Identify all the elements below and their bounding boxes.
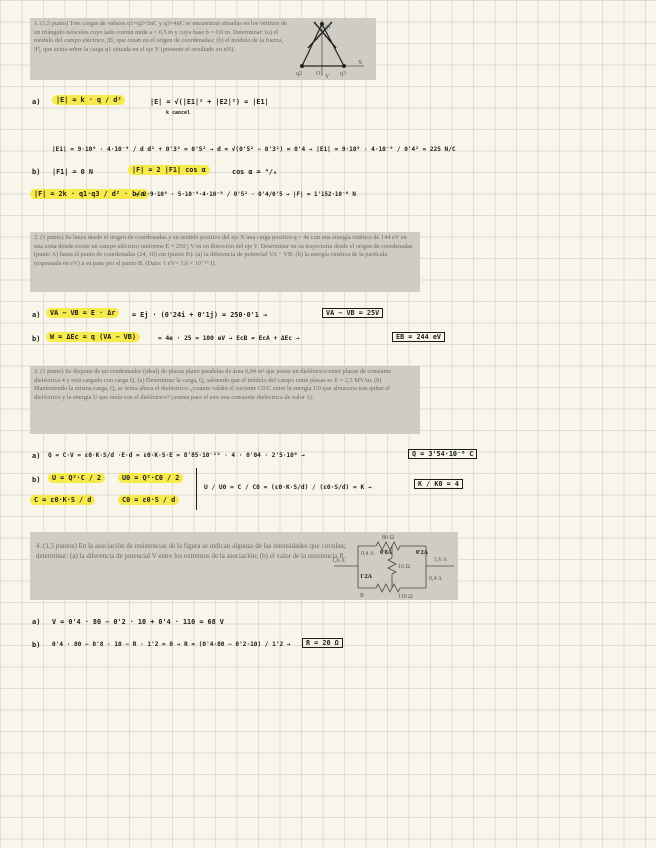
answer-1b-result: = 2·9·10⁹ · 5·10⁻⁹·4·10⁻⁹ / 0'5² · 0'4/0'5 → |F| = 1'152·10⁻⁶ N <box>136 192 356 198</box>
answer-2a-label: a) <box>32 311 41 319</box>
answer-3a-result: Q = 3'54·10⁻⁶ C <box>408 450 477 458</box>
question-2-box <box>30 232 420 292</box>
question-1-text: 1. (1,5 punto) Tres cargas de valores q1=q2=5nC y q3=4nC se encuentran situadas en los vértices de un triángulo isósceles cuyo lado común mide a = 0,5 m y cuya base b = 0,6 m. Determinar: (a) el módulo del campo eléctrico, |E|, que crean en el origen de coordenadas; (b) el módulo de la fuerza, |F|, que actúa sobre la carga q1 situada en el eje Y (presente el resultado en nN). <box>34 20 287 53</box>
answer-4a-calc: V = 0'4 · 80 − 0'2 · 10 + 0'4 · 110 = 68 V <box>52 618 224 626</box>
answer-1a-note: k cancel <box>166 110 191 116</box>
answer-4a-label: a) <box>32 618 41 626</box>
answer-2a-formula: VA − VB = E · Δr <box>46 309 119 317</box>
answer-3b-result: K / K0 = 4 <box>414 480 463 488</box>
triangle-charges-figure <box>292 18 372 80</box>
answer-1a-result: |E1| = 9·10⁹ · 4·10⁻⁹ / d d² + 0'3² = 0'5² → d = √(0'5² − 0'3²) = 0'4 → |E1| = 9·10⁹ · 4·10⁻⁹ / 0'4² = 225 N/C <box>52 146 456 153</box>
fig4-r10: 10 Ω <box>398 564 410 570</box>
fig1-label-x: X <box>358 60 363 66</box>
answer-4b-calc: 0'4 · 80 − 0'8 · 10 − R · 1'2 = 0 → R = (0'4·80 − 0'2·10) / 1'2 → <box>52 641 291 648</box>
fig4-hw-02: 0'2A <box>416 550 428 556</box>
answer-3b-ratio: U / U0 = C / C0 = (ε0·K·S/d) / (ε0·S/d) = K → <box>204 484 372 491</box>
resistor-circuit-figure <box>330 532 458 600</box>
fig4-r80: 80 Ω <box>382 535 394 541</box>
answer-2b-result: EB = 244 eV <box>392 333 445 341</box>
answer-2b-calc: = 4e · 25 = 100 eV → EcB = EcA + ΔEc → <box>158 335 300 342</box>
answer-3b-u: U = Q²·C / 2 <box>48 474 105 482</box>
question-3-text: 3. (1 punto) Se dispone de un condensador (ideal) de placas plano paralelas de área 0,04 m² que posee un dieléctrico entre placas de constante dieléctrica 4 y está cargado con carga Q. (a) Determinar la carga, Q, sabiendo que el módulo del campo entre placas es E = 2,5 MV/m. (b) Manteniendo la misma carga, Q, se retira ahora el dieléctrico: ¿cuánto valdrá el cociente C0/C entre la energía U0 que almacena tras quitar el dieléctrico y la energía U que tenía con el dieléctrico? (asuma para el aire una constante dieléctrica de valor 1). <box>34 368 392 401</box>
fig1-label-q1: q1 <box>325 24 331 30</box>
answer-3b-c: C = ε0·K·S / d <box>30 496 95 504</box>
answer-3b-c0: C0 = ε0·S / d <box>118 496 179 504</box>
answer-1b-hl: |F| = 2k · q1·q3 / d² · b/a <box>30 190 149 198</box>
answer-4b-result: R = 20 Ω <box>302 639 343 647</box>
fig1-label-origin: O <box>316 71 321 77</box>
fig4-r: R <box>360 593 365 599</box>
answer-4b-label: b) <box>32 641 41 649</box>
question-3-box <box>30 366 420 434</box>
fig4-hw-12: 1'2A <box>360 574 372 580</box>
fig4-i-right: 0,4 A <box>429 576 443 582</box>
answer-2b-label: b) <box>32 335 41 343</box>
answer-3b-divider <box>196 468 197 510</box>
answer-3a-label: a) <box>32 452 41 460</box>
fig4-i-top: 0,4 A <box>361 551 375 557</box>
answer-1a-formula: |E| = k · q / d² <box>52 96 125 104</box>
answer-2a-result: VA − VB = 25V <box>322 309 383 317</box>
answer-1a-sum: |E| = √(|E1|² + |E2|²) = |E1| <box>150 98 269 106</box>
answer-1b-label: b) <box>32 168 41 176</box>
fig4-i-out: 1,6 A <box>434 557 448 563</box>
fig4-hw-08: 0'8A <box>380 550 392 556</box>
answer-1b-f1: |F1| = 0 N <box>52 168 93 176</box>
fig4-i-in: 1,6 A <box>332 558 346 564</box>
question-4-text: 4. (1,5 puntos) En la asociación de resistencias de la figura se indican algunas de las intensidades que circulan; determinar: (a) la diferencia de potencial V entre los extremos de la asociación; (b) el valor de la resistencia R. <box>36 542 346 560</box>
answer-1b-formula: |F| = 2 |F1| cos α <box>128 166 210 174</box>
answer-2a-calc: = Ej · (0'24i + 0'1j) = 250·0'1 → <box>132 311 268 319</box>
answer-3b-u0: U0 = Q²·C0 / 2 <box>118 474 183 482</box>
fig1-label-y: Y <box>325 74 330 80</box>
answer-2b-formula: W = ΔEc = q (VA − VB) <box>46 333 140 341</box>
fig4-r110: 110 Ω <box>398 594 413 600</box>
answer-3a-calc: Q = C·V = ε0·K·S/d ·E·d = ε0·K·S·E = 8'85·10⁻¹² · 4 · 0'04 · 2'5·10⁶ → <box>48 452 305 459</box>
answer-1b-cos: cos α = ⁴/₅ <box>232 168 278 176</box>
fig1-label-q2: q2 <box>296 71 302 77</box>
question-2-text: 2. (1 punto) Se lanza desde el origen de coordenadas y en sentido positivo del eje X una carga positiva q = 4e con una energía cinética de 144 eV en una zona donde existe un campo eléctrico uniforme E = 250 j V/m en dirección del eje Y. Determinar en su trayectoria desde el origen de coordenadas (punto A) hasta el punto de coordenadas (24, 10) cm (punto B): (a) la diferencia de potencial VA − VB; (b) la energía cinética de la partícula (expresada en eV) a su paso por el punto B. (Dato: 1 eV= 1,6 × 10⁻¹⁹ J). <box>34 234 413 267</box>
fig1-label-q3: q3 <box>340 71 346 77</box>
answer-3b-label: b) <box>32 476 41 484</box>
answer-1a-label: a) <box>32 98 41 106</box>
